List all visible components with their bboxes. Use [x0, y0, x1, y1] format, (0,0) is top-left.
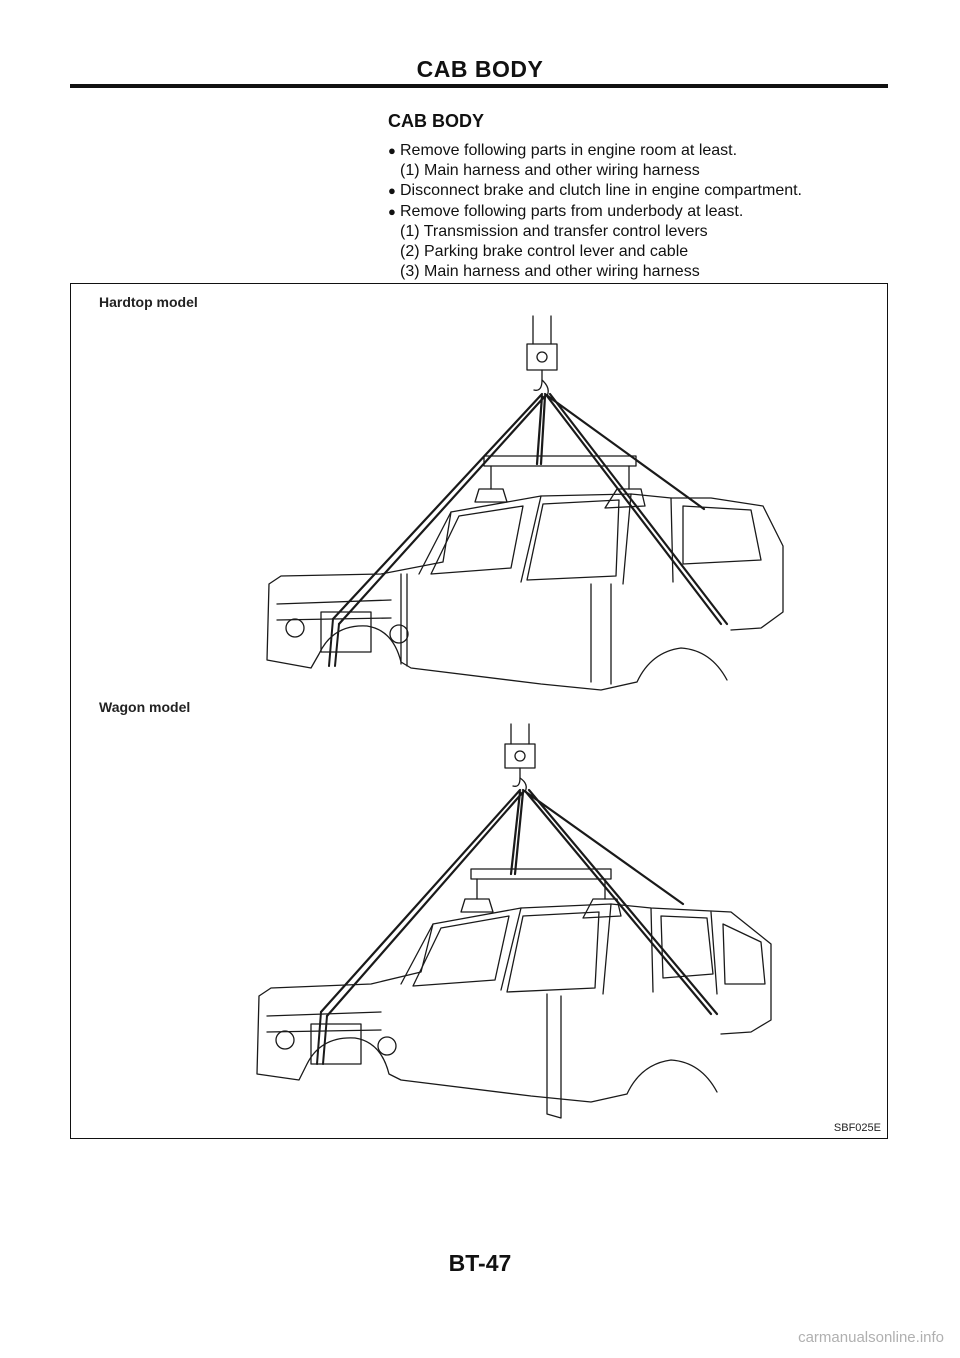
step-text: (1) Main harness and other wiring harness — [400, 162, 700, 180]
step-item — [388, 161, 888, 181]
step-text: (3) Main harness and other wiring harness — [400, 263, 700, 281]
bullet-icon: ● — [388, 203, 396, 219]
header-rule — [70, 84, 888, 88]
hardtop-vehicle-icon — [267, 316, 783, 690]
step-item — [388, 202, 888, 222]
step-text: (1) Transmission and transfer control levers — [400, 222, 708, 240]
step-text: Remove following parts from underbody at least. — [400, 202, 744, 220]
step-item — [388, 262, 888, 282]
bullet-icon: ● — [388, 143, 396, 158]
section-heading: CAB BODY — [388, 111, 485, 131]
step-text: Disconnect brake and clutch line in engine compartment. — [400, 182, 802, 200]
lifting-figure — [70, 283, 888, 1139]
step-item — [388, 181, 888, 201]
page-number: BT-47 — [448, 1250, 512, 1276]
hardtop-label: Hardtop model — [99, 294, 198, 310]
crane-hook-icon — [527, 316, 557, 396]
step-item — [388, 242, 888, 262]
page-header-title: CAB BODY — [416, 56, 544, 82]
step-item — [388, 222, 888, 242]
figure-code: SBF025E — [833, 1122, 881, 1134]
step-list — [388, 141, 888, 282]
step-text: Remove following parts in engine room at least. — [400, 142, 738, 159]
wagon-label: Wagon model — [99, 699, 191, 715]
lifting-illustration — [71, 284, 886, 1137]
crane-hook-icon — [505, 724, 535, 792]
bullet-icon: ● — [388, 183, 396, 199]
watermark: carmanualsonline.info — [798, 1329, 944, 1346]
step-text: (2) Parking brake control lever and cable — [400, 243, 689, 261]
step-item — [388, 141, 888, 161]
wagon-vehicle-icon — [257, 724, 771, 1118]
